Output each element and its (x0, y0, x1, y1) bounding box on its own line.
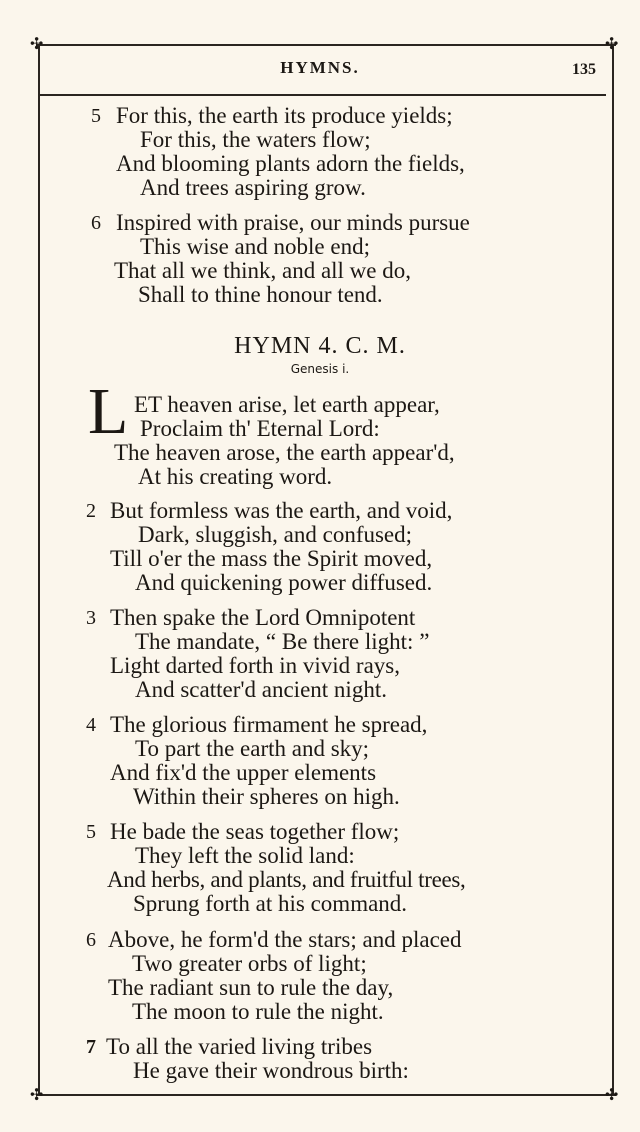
verse-line: Sprung forth at his command. (133, 891, 408, 916)
verse-line: ET heaven arise, let earth appear, (134, 392, 440, 417)
page-number: 135 (572, 61, 596, 78)
verse-line: Proclaim th' Eternal Lord: (140, 416, 380, 441)
verse-line: Shall to thine honour tend. (138, 282, 383, 307)
verse-line: Above, he form'd the stars; and placed (108, 927, 462, 952)
verse-number: 7 (86, 1036, 96, 1058)
verse-line: Two greater orbs of light; (132, 951, 367, 976)
hymn-title: HYMN 4. C. M. (234, 333, 406, 359)
verse-line: Light darted forth in vivid rays, (110, 653, 400, 678)
verse-number: 5 (91, 105, 101, 127)
verse-line: And scatter'd ancient night. (135, 677, 387, 702)
verse-line: They left the solid land: (135, 843, 355, 868)
verse-line: This wise and noble end; (140, 234, 370, 259)
corner-ornament-icon: ✣ (605, 1085, 619, 1104)
verse-number: 4 (86, 714, 96, 736)
header-rule (40, 94, 606, 96)
verse-line: And herbs, and plants, and fruitful trees, (107, 867, 466, 892)
verse-line: Within their spheres on high. (133, 784, 400, 809)
verse-number: 5 (86, 821, 96, 843)
verse-line: Dark, sluggish, and confused; (138, 522, 413, 547)
verse-number: 3 (86, 607, 96, 629)
scripture-reference: Genesis i. (290, 362, 350, 376)
corner-ornament-icon: ✣ (30, 1085, 44, 1104)
verse-line: And fix'd the upper elements (110, 760, 377, 785)
verse-line: He gave their wondrous birth: (133, 1058, 409, 1083)
verse-line: The radiant sun to rule the day, (108, 975, 394, 1000)
verse-number: 6 (91, 212, 101, 234)
verse-line: Till o'er the mass the Spirit moved, (110, 546, 433, 571)
verse-line: For this, the earth its produce yields; (116, 103, 453, 128)
verse-line: For this, the waters flow; (140, 127, 371, 152)
top-border-rule (36, 44, 616, 46)
verse-line: And quickening power diffused. (135, 570, 433, 595)
verse-line: And trees aspiring grow. (140, 175, 366, 200)
verse-line: To part the earth and sky; (135, 736, 370, 761)
corner-ornament-icon: ✣ (30, 34, 44, 53)
verse-line: That all we think, and all we do, (114, 258, 412, 283)
right-border-rule (612, 44, 614, 1094)
verse-line: He bade the seas together flow; (110, 819, 400, 844)
verse-line: At his creating word. (138, 464, 333, 489)
verse-line: The moon to rule the night. (132, 999, 384, 1024)
bottom-border-rule (36, 1094, 616, 1096)
verse-number: 6 (86, 929, 96, 951)
verse-line: To all the varied living tribes (106, 1034, 373, 1059)
verse-line: But formless was the earth, and void, (110, 498, 453, 523)
corner-ornament-icon: ✣ (605, 34, 619, 53)
drop-cap-letter: L (88, 375, 129, 448)
verse-line: The heaven arose, the earth appear'd, (114, 440, 455, 465)
verse-line: The mandate, “ Be there light: ” (135, 629, 430, 654)
verse-line: The glorious firmament he spread, (110, 712, 428, 737)
left-border-rule (38, 44, 40, 1094)
running-header: HYMNS. (280, 58, 360, 77)
verse-line: And blooming plants adorn the fields, (116, 151, 465, 176)
verse-number: 2 (86, 500, 96, 522)
verse-line: Then spake the Lord Omnipotent (110, 605, 416, 630)
verse-line: Inspired with praise, our minds pursue (116, 210, 470, 235)
